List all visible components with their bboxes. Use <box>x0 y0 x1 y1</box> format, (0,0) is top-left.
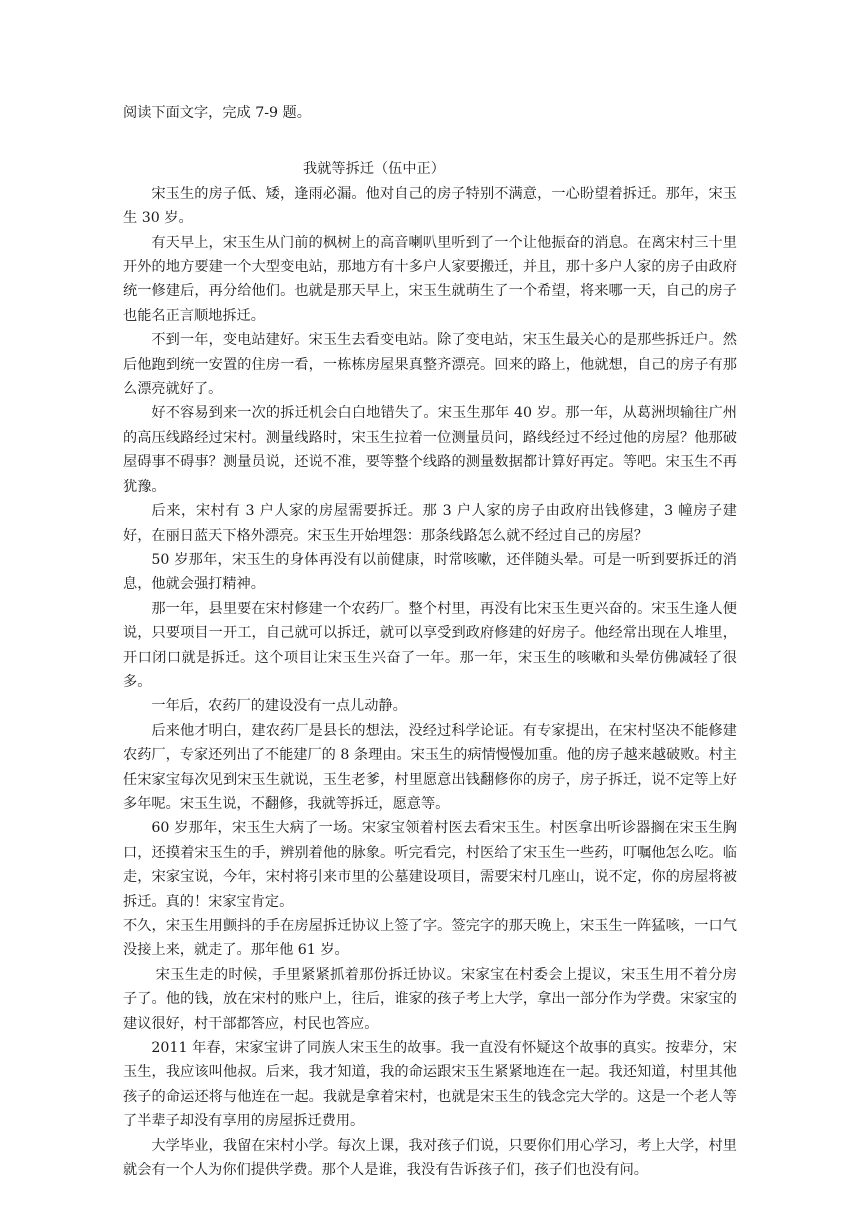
paragraph: 60 岁那年，宋玉生大病了一场。宋家宝领着村医去看宋玉生。村医拿出听诊器搁在宋玉生胸口，还摸着宋玉生的手，辨别着他的脉象。听完看完，村医给了宋玉生一些药，叮嘱他怎么吃。临走，宋家宝说，今年，宋村将引来市里的公墓建设项目，需要宋村几座山，说不定，你的房屋将被拆迁。真的！宋家宝肯定。 <box>123 820 737 910</box>
paragraph: 宋玉生的房子低、矮，逢雨必漏。他对自己的房子特别不满意，一心盼望着拆迁。那年，宋玉生 30 岁。 <box>123 185 737 227</box>
paragraph: 那一年，县里要在宋村修建一个农药厂。整个村里，再没有比宋玉生更兴奋的。宋玉生逢人便说，只要项目一开工，自己就可以拆迁，就可以享受到政府修建的好房子。他经常出现在人堆里，开口闭口就是拆迁。这个项目让宋玉生兴奋了一年。那一年，宋玉生的咳嗽和头晕仿佛减轻了很多。 <box>123 600 737 690</box>
paragraph: 宋玉生走的时候，手里紧紧抓着那份拆迁协议。宋家宝在村委会上提议，宋玉生用不着分房子了。他的钱，放在宋村的账户上，往后，谁家的孩子考上大学，拿出一部分作为学费。宋家宝的建议很好，村干部都答应，村民也答应。 <box>123 966 737 1032</box>
question-instruction: 阅读下面文字，完成 7-9 题。 <box>123 105 311 121</box>
article-title: 我就等拆迁（伍中正） <box>303 161 445 178</box>
paragraph: 一年后，农药厂的建设没有一点儿动静。 <box>151 698 407 715</box>
document-page <box>123 101 737 1182</box>
paragraph: 不到一年，变电站建好。宋玉生去看变电站。除了变电站，宋玉生最关心的是那些拆迁户。然后他跑到统一安置的住房一看，一栋栋房屋果真整齐漂亮。回来的路上，他就想，自己的房子有那么漂亮就好了。 <box>123 332 737 398</box>
paragraph: 后来他才明白，建农药厂是县长的想法，没经过科学论证。有专家提出，在宋村坚决不能修建农药厂，专家还列出了不能建厂的 8 条理由。宋玉生的病情慢慢加重。他的房子越来越破败。村主任宋家宝每次见到宋玉生就说，玉生老爹，村里愿意出钱翻修你的房子，房子拆迁，说不定等上好多年呢。宋玉生说，不翻修，我就等拆迁，愿意等。 <box>123 722 737 812</box>
paragraph: 2011 年春，宋家宝讲了同族人宋玉生的故事。我一直没有怀疑这个故事的真实。按辈分，宋玉生，我应该叫他叔。后来，我才知道，我的命运跟宋玉生紧紧地连在一起。我还知道，村里其他孩子的命运还将与他连在一起。我就是拿着宋村，也就是宋玉生的钱念完大学的。这是一个老人等了半辈子却没有享用的房屋拆迁费用。 <box>123 1040 737 1130</box>
paragraph: 50 岁那年，宋玉生的身体再没有以前健康，时常咳嗽，还伴随头晕。可是一听到要拆迁的消息，他就会强打精神。 <box>123 551 737 593</box>
paragraph: 有天早上，宋玉生从门前的枫树上的高音喇叭里听到了一个让他振奋的消息。在离宋村三十里开外的地方要建一个大型变电站，那地方有十多户人家要搬迁，并且，那十多户人家的房子由政府统一修建后，再分给他们。也就是那天早上，宋玉生就萌生了一个希望，将来哪一天，自己的房子也能名正言顺地拆迁。 <box>123 234 737 324</box>
paragraph: 不久，宋玉生用颤抖的手在房屋拆迁协议上签了字。签完字的那天晚上，宋玉生一阵猛咳，一口气没接上来，就走了。那年他 61 岁。 <box>123 918 737 959</box>
paragraph: 后来，宋村有 3 户人家的房屋需要拆迁。那 3 户人家的房子由政府出钱修建，3 幢房子建好，在丽日蓝天下格外漂亮。宋玉生开始埋怨：那条线路怎么就不经过自己的房屋？ <box>123 503 737 544</box>
paragraph: 大学毕业，我留在宋村小学。每次上课，我对孩子们说，只要你们用心学习，考上大学，村里就会有一个人为你们提供学费。那个人是谁，我没有告诉孩子们，孩子们也没有问。 <box>123 1137 737 1179</box>
paragraph: 好不容易到来一次的拆迁机会白白地错失了。宋玉生那年 40 岁。那一年，从葛洲坝输往广州的高压线路经过宋村。测量线路时，宋玉生拉着一位测量员问，路线经过不经过他的房屋？他那破屋碍事不碍事？测量员说，还说不准，要等整个线路的测量数据都计算好再定。等吧。宋玉生不再犹豫。 <box>123 405 737 495</box>
